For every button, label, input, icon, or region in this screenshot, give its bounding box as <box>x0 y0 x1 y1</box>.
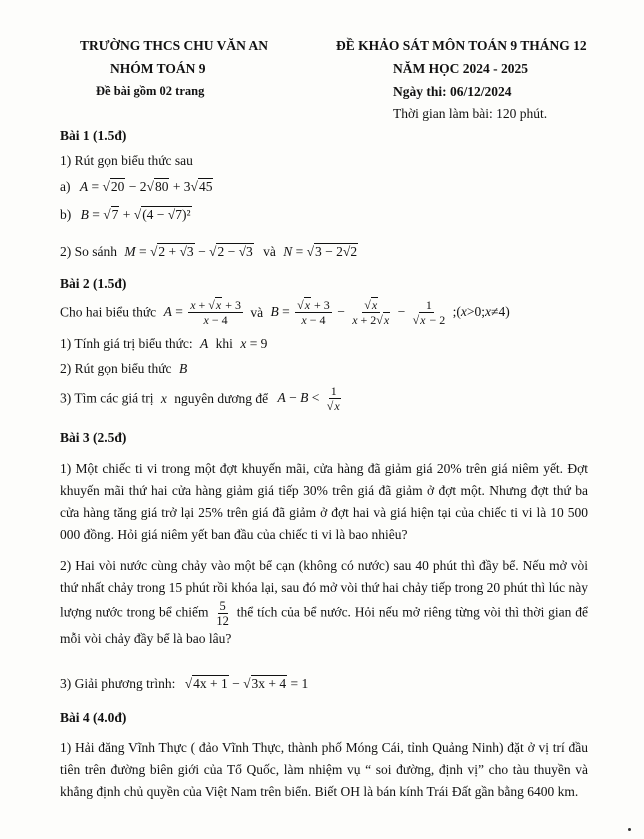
bai1-q1a <box>60 179 213 195</box>
bai2-intro-line <box>60 298 510 327</box>
bai2-q3-mid: nguyên dương để <box>174 390 269 406</box>
bai1-q1b-label: b) <box>60 207 72 222</box>
bai3-frac-den: 12 <box>216 614 229 628</box>
bai2-q1-khi: khi <box>215 336 233 351</box>
bai3-equation: √4x + 1 − √3x + 4 = 1 <box>184 676 309 691</box>
bai2-title: Bài 2 (1.5đ) <box>60 276 127 291</box>
bai2-q1-value: x = 9 <box>240 336 268 351</box>
bai2-and: và <box>250 304 264 320</box>
bai3-p2 <box>60 555 588 650</box>
bai3-p3-text: 3) Giải phương trình: <box>60 676 176 691</box>
bai2-q1 <box>60 336 267 352</box>
bai2-expr-b: B = $\frac{√x + 3}{x - 4}$ − $\frac{√x}{x + 2√x}$ − $\frac{1}{√x - 2}$ ;(x>0;x≠4) <box>270 298 510 327</box>
bai3-p1: 1) Một chiếc ti vi trong một đợt khuyến mãi, cửa hàng đã giảm giá 20% trên giá niêm yết. Đợt khuyến mãi thứ hai cửa hàng giảm giá tiếp 30% trên giá đã giảm ở đợt một. Nhưng đợt thứ ba cửa hàng tăng giá trở lại 25% trên giá đã giảm ở đợt hai và giá hiện tại của chiếc ti vi là 10 500 000 đồng. Hỏi giá niêm yết ban đầu của chiếc ti vi là bao nhiêu? <box>60 461 588 542</box>
bai1-q1: 1) Rút gọn biểu thức sau <box>60 153 193 168</box>
bai1-expr-b: B = √7 + √(4 − √7)² <box>80 207 191 222</box>
school-name: TRƯỜNG THCS CHU VĂN AN <box>80 38 269 53</box>
school-year: NĂM HỌC 2024 - 2025 <box>393 61 528 76</box>
exam-duration: Thời gian làm bài: 120 phút. <box>393 106 548 121</box>
exam-date: Ngày thi: 06/12/2024 <box>393 84 512 99</box>
page-mark <box>628 828 631 831</box>
bai3-p3 <box>60 676 308 692</box>
bai1-q1b <box>60 207 192 223</box>
bai3-fraction <box>214 599 231 628</box>
bai4-title: Bài 4 (4.0đ) <box>60 710 127 725</box>
bai2-intro: Cho hai biểu thức <box>60 304 157 320</box>
bai3-p2-b: thể tích của bể nước. Hỏi nếu mở riêng từng vòi thì thời gian để mỗi vòi chảy đầy bể là bao lâu? <box>60 604 588 646</box>
bai3-title: Bài 3 (2.5đ) <box>60 430 127 445</box>
bai2-q2-text: 2) Rút gọn biểu thức <box>60 361 172 376</box>
bai1-q2-and: và <box>263 244 276 259</box>
bai2-expr-a: A = $\frac{x + √x + 3}{x - 4}$ <box>163 298 241 327</box>
group-name: NHÓM TOÁN 9 <box>110 61 206 76</box>
bai1-title: Bài 1 (1.5đ) <box>60 128 127 143</box>
bai4-p1: 1) Hải đăng Vĩnh Thực ( đảo Vĩnh Thực, thành phố Móng Cái, tỉnh Quảng Ninh) đặt ở vị trí đầu tiên trên đường biên giới của Tổ Quốc, làm nhiệm vụ “ soi đường, định vị” cho tàu thuyền và khẳng định chủ quyền của Việt Nam trên biển. Biết OH là bán kính Trái Đất gần bằng 6400 km. <box>60 740 588 799</box>
bai1-q2 <box>60 244 358 260</box>
bai2-q1-var: A <box>200 336 209 351</box>
bai2-q2-var: B <box>178 361 188 376</box>
bai2-q3-text: 3) Tìm các giá trị <box>60 390 154 406</box>
bai1-expr-m: M = √2 + √3 − √2 − √3 <box>124 244 253 259</box>
bai3-frac-num: 5 <box>219 599 226 613</box>
pages-note: Đề bài gồm 02 trang <box>96 84 205 98</box>
bai1-expr-n: N = √3 − 2√2 <box>283 244 358 259</box>
bai1-q1a-label: a) <box>60 179 71 194</box>
exam-title: ĐỀ KHẢO SÁT MÔN TOÁN 9 THÁNG 12 <box>336 38 587 53</box>
bai1-expr-a: A = √20 − 2√80 + 3√45 <box>79 179 213 194</box>
bai2-q3-ineq: A − B < $\frac{1}{√x}$ <box>277 384 340 413</box>
bai2-q1-text: 1) Tính giá trị biểu thức: <box>60 336 193 351</box>
bai3-p2-a: 2) Hai vòi nước cùng chảy vào một bể cạn (không có nước) sau 40 phút thì đầy bể. Nếu mở vòi thứ nhất chảy trong 15 phút rồi khóa lại, sau đó mở vòi thứ hai chảy tiếp trong 20 phút thì lúc này lượng nước trong bể chiếm <box>60 558 588 620</box>
bai2-q2 <box>60 361 187 377</box>
bai1-q2-prefix: 2) So sánh <box>60 244 117 259</box>
bai2-q3: 3) Tìm các giá trị x nguyên dương để A − B < $\frac{1}{√x}$ <box>60 384 345 413</box>
